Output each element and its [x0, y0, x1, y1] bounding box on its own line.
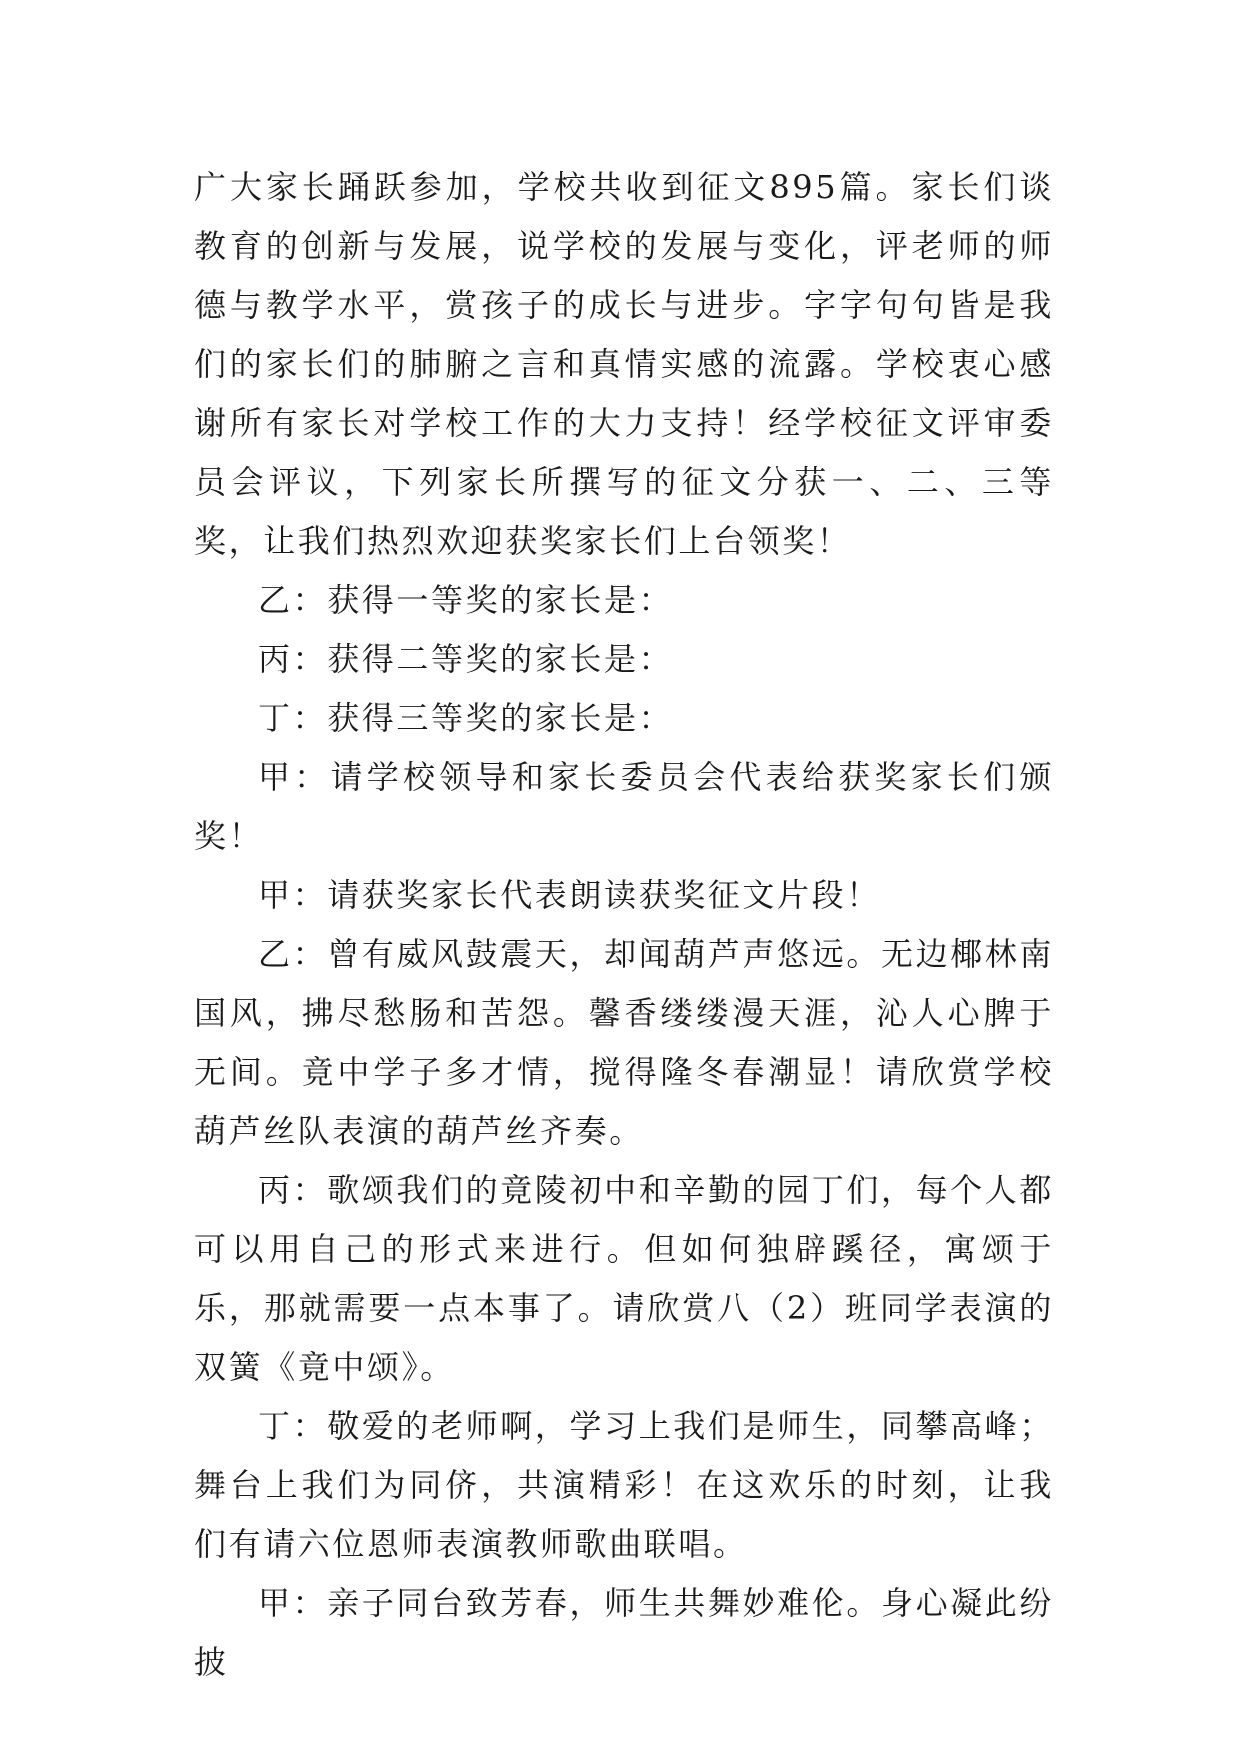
paragraph-award-presentation: 甲：请学校领导和家长委员会代表给获奖家长们颁奖！ [194, 758, 1054, 855]
paragraph-closing-verse: 甲：亲子同台致芳春，师生共舞妙难伦。身心凝此纷披 [194, 1584, 1054, 1681]
paragraph-second-prize: 丙：获得二等奖的家长是： [258, 640, 674, 678]
paragraph-essay-announcement: 广大家长踊跃参加，学校共收到征文895篇。家长们谈教育的创新与发展，说学校的发展与变化，评老师的师德与教学水平，赏孩子的成长与进步。字字句句皆是我们的家长们的肺腑之言和真情实感的流露。学校衷心感谢所有家长对学校工作的大力支持！经学校征文评审委员会评议，下列家长所撰写的征文分获一、二、三等奖，让我们热烈欢迎获奖家长们上台领奖！ [194, 168, 1054, 560]
paragraph-third-prize: 丁：获得三等奖的家长是： [258, 699, 674, 737]
paragraph-hulusi-performance: 乙：曾有威风鼓震天，却闻葫芦声悠远。无边椰林南国风，拂尽愁肠和苦怨。馨香缕缕漫天涯，沁人心脾于无间。竟中学子多才情，搅得隆冬春潮显！请欣赏学校葫芦丝队表演的葫芦丝齐奏。 [194, 935, 1054, 1150]
document-body [194, 158, 1054, 1692]
paragraph-shuanghuang-performance: 丙：歌颂我们的竟陵初中和辛勤的园丁们，每个人都可以用自己的形式来进行。但如何独辟蹊径，寓颂于乐，那就需要一点本事了。请欣赏八（2）班同学表演的双簧《竟中颂》。 [194, 1171, 1054, 1386]
paragraph-first-prize: 乙：获得一等奖的家长是： [258, 581, 674, 619]
paragraph-teacher-medley: 丁：敬爱的老师啊，学习上我们是师生，同攀高峰；舞台上我们为同侪，共演精彩！在这欢乐的时刻，让我们有请六位恩师表演教师歌曲联唱。 [194, 1407, 1054, 1563]
paragraph-essay-reading: 甲：请获奖家长代表朗读获奖征文片段！ [258, 876, 881, 914]
